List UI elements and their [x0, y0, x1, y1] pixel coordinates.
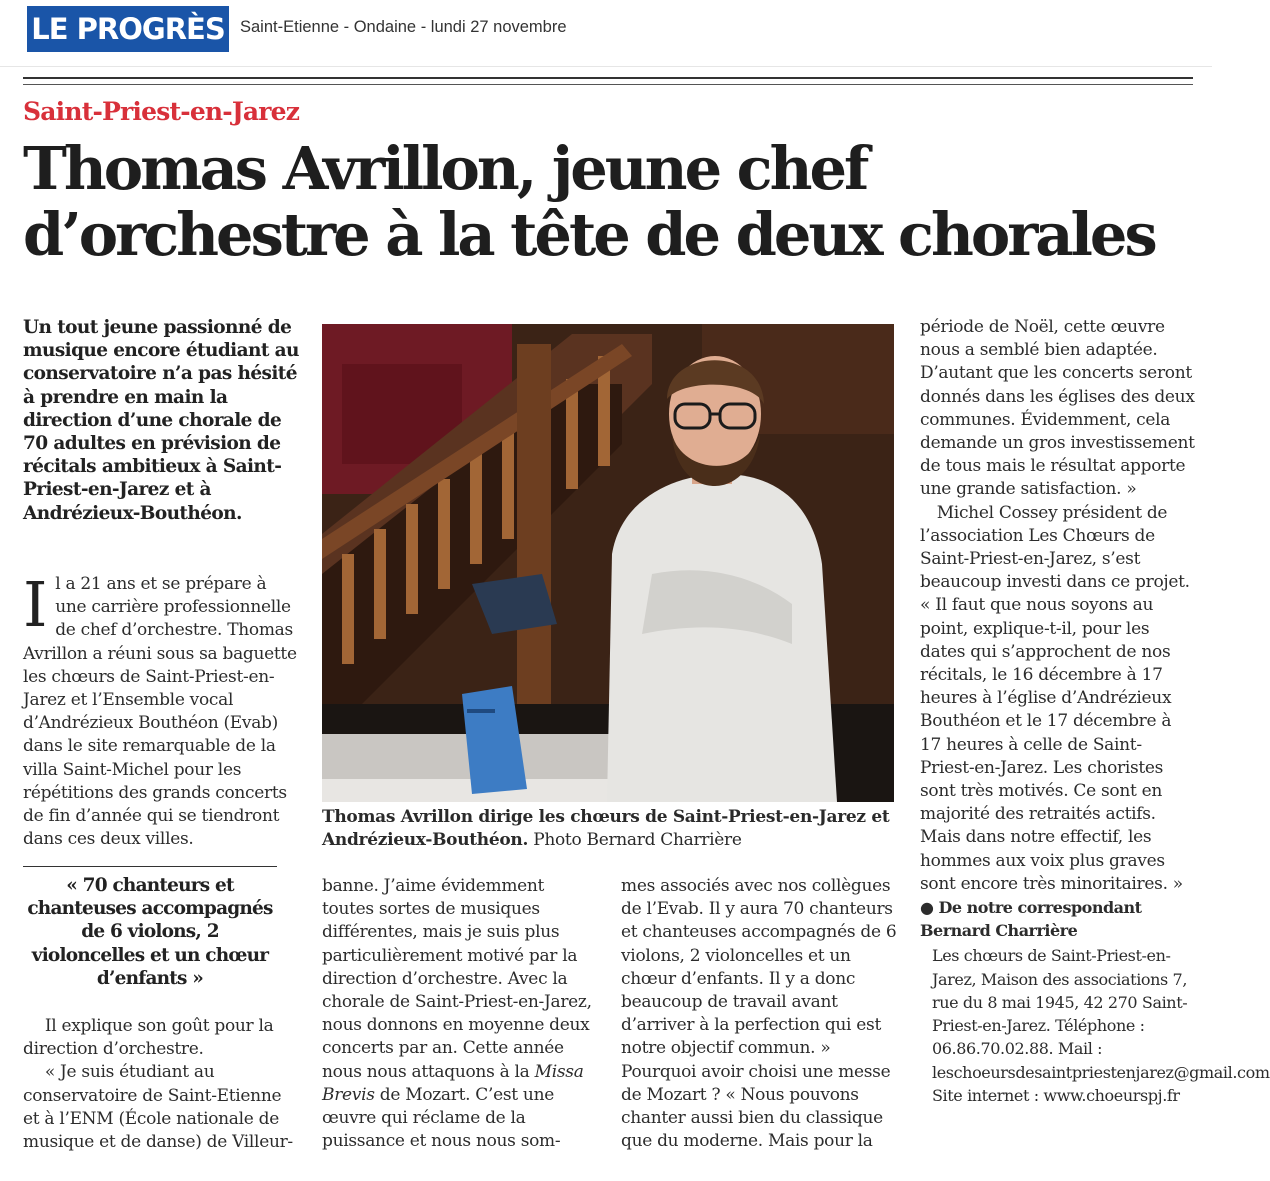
- paragraph-col4-b-text: Michel Cossey président de l’association Les Chœurs de Saint-Priest-en-Jarez, s’est beaucoup investi dans ce projet. « Il faut que nous soyons au point, explique-t-il, pour les dates qui s’approchent de nos récitals, le 16 décembre à 17 heures à l’église d’Andrézieux Bouthéon et le 17 décembre à 17 heures à celle de Saint-Priest-en-Jarez. Les choristes sont très motivés. Ce sont en majorité des retraités actifs. Mais dans notre effectif, les hommes aux voix plus graves sont encore très minoritaires. »: [920, 502, 1190, 894]
- paragraph-col2-text-b: de Mozart. C’est une œuvre qui réclame de la puissance et nous nous som-: [322, 1084, 561, 1152]
- article-photo: [322, 324, 894, 802]
- paragraph-col3: mes associés avec nos collègues de l’Evab. Il y aura 70 chanteurs et chanteuses accompagnés de 6 violons, 2 violoncelles et un chœur d’enfants. Il y a donc beaucoup de travail avant d’arriver à la perfection qui est notre objectif commun. » Pourquoi avoir choisi une messe de Mozart ? « Nous pouvons chanter aussi bien du classique que du moderne. Mais pour la: [621, 876, 897, 1152]
- header-rule-thin: [23, 84, 1193, 85]
- photo-illustration: [322, 324, 894, 802]
- photo-caption: [322, 806, 896, 852]
- article-lead: Un tout jeune passionné de musique encore étudiant au conservatoire n’a pas hésité à prendre en main la direction d’une chorale de 70 adultes en prévision de récitals ambitieux à Saint-Priest-en-Jarez et à Andrézieux-Bouthéon.: [23, 317, 299, 524]
- article-headline: Thomas Avrillon, jeune chef d’orchestre à la tête de deux chorales: [23, 134, 1155, 269]
- top-bar: [0, 0, 1212, 67]
- pull-quote: « 70 chanteurs et chanteuses accompagnés de 6 violons, 2 violoncelles et un chœur d’enfants »: [23, 866, 277, 990]
- paragraph-col4-b: [920, 502, 1195, 896]
- header-rule-thick: [23, 77, 1193, 79]
- article-kicker: Saint-Priest-en-Jarez: [23, 97, 300, 126]
- paragraph-col2: [322, 875, 598, 1153]
- paragraph-explains: [23, 1015, 298, 1061]
- missa-brevis-title: Missa Brevis: [322, 1061, 584, 1105]
- correspondent-label: ● De notre correspondant: [920, 898, 1142, 918]
- photo-credit: Photo Bernard Charrière: [528, 830, 742, 851]
- paragraph-quote-start-text: « Je suis étudiant au conservatoire de Saint-Etienne et à l’ENM (École nationale de musique et de danse) de Villeur-: [23, 1062, 293, 1153]
- paragraph-quote-start: [23, 1061, 298, 1154]
- paragraph-intro: [23, 568, 298, 851]
- column-4-body: [920, 316, 1270, 1107]
- column-1-body: [23, 568, 298, 851]
- paragraph-col4-a: période de Noël, cette œuvre nous a semblé bien adaptée. D’autant que les concerts seront donnés dans les églises des deux communes. Évidemment, cela demande un gros investissement de tous mais le résultat apporte une grande satisfaction. »: [920, 317, 1195, 500]
- paragraph-col2-text-a: banne. J’aime évidemment toutes sortes de musiques différentes, mais je suis plus particulièrement motivé par la direction d’orchestre. Avec la chorale de Saint-Priest-en-Jarez, nous donnons en moyenne deux concerts par an. Cette année nous nous attaquons à la: [322, 876, 592, 1082]
- paragraph-intro-text: l a 21 ans et se prépare à une carrière professionnelle de chef d’orchestre. Thomas Avrillon a réuni sous sa baguette les chœurs de Saint-Priest-en-Jarez et l’Ensemble vocal d’Andrézieux Bouthéon (Evab) dans le site remarquable de la villa Saint-Michel pour les répétitions des grands concerts de fin d’année qui se tiendront dans ces deux villes.: [23, 574, 297, 850]
- le-progres-logo[interactable]: LE PROGRÈS: [27, 6, 229, 52]
- column-1-continued: [23, 1015, 298, 1154]
- paragraph-explains-text: Il explique son goût pour la direction d’orchestre.: [23, 1016, 274, 1060]
- edition-info: Saint-Etienne - Ondaine - lundi 27 novembre: [240, 18, 567, 36]
- column-2-body: [322, 875, 598, 1153]
- column-3-body: [621, 875, 897, 1153]
- correspondent-name: Bernard Charrière: [920, 921, 1078, 941]
- caption-text: Thomas Avrillon dirige les chœurs de Saint-Priest-en-Jarez et Andrézieux-Bouthéon.: [322, 807, 890, 851]
- contact-info: Les chœurs de Saint-Priest-en-Jarez, Maison des associations 7, rue du 8 mai 1945, 42 270 Saint-Priest-en-Jarez. Téléphone : 06.86.70.02.88. Mail : leschoeursdesaintpriestenjarez@gmail.com Site internet : www.choeurspj.fr: [932, 946, 1270, 1105]
- drop-cap: I: [23, 568, 48, 641]
